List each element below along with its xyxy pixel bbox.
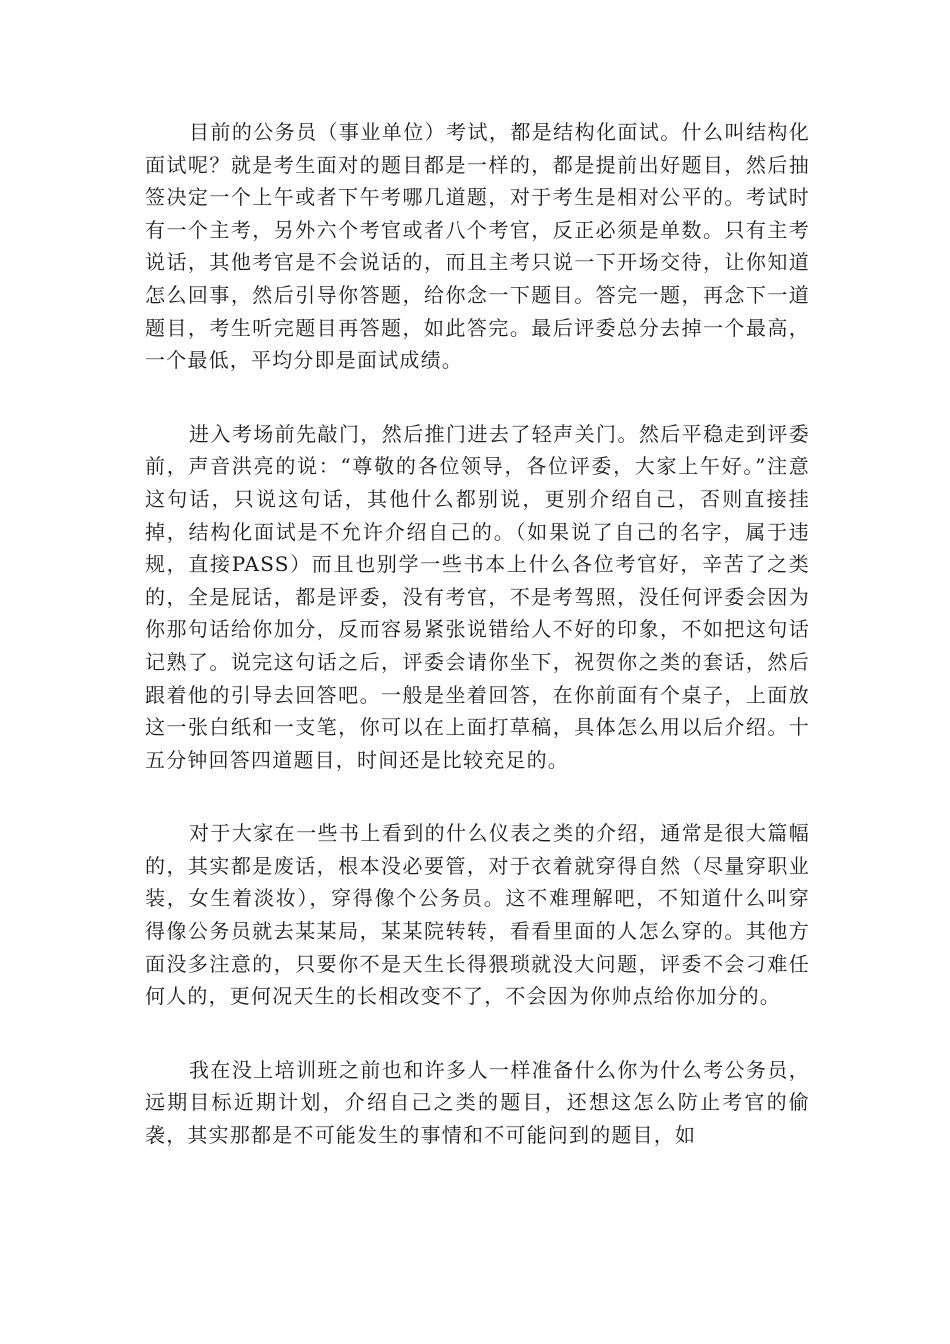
paragraph-1: 目前的公务员（事业单位）考试，都是结构化面试。什么叫结构化面试呢？就是考生面对的题目都是一样的，都是提前出好题目，然后抽签决定一个上午或者下午考哪几道题，对于考生是相对公平的。考试时有一个主考，另外六个考官或者八个考官，反正必须是单数。只有主考说话，其他考官是不会说话的，而且主考只说一下开场交待，让你知道怎么回事，然后引导你答题，给你念一下题目。答完一题，再念下一道题目，考生听完题目再答题，如此答完。最后评委总分去掉一个最高，一个最低，平均分即是面试成绩。 bbox=[145, 120, 810, 373]
paragraph-2: 进入考场前先敲门，然后推门进去了轻声关门。然后平稳走到评委前，声音洪亮的说：“尊敬的各位领导，各位评委，大家上午好。”注意这句话，只说这句话，其他什么都别说，更别介绍自己，否则直接挂掉，结构化面试是不允许介绍自己的。（如果说了自己的名字，属于违规，直接PASS）而且也别学一些书本上什么各位考官好，辛苦了之类的，全是屁话，都是评委，没有考官，不是考驾照，没任何评委会因为你那句话给你加分，反而容易紧张说错给人不好的印象，不如把这句话记熟了。说完这句话之后，评委会请你坐下，祝贺你之类的套话，然后跟着他的引导去回答吧。一般是坐着回答，在你前面有个桌子，上面放这一张白纸和一支笔，你可以在上面打草稿，具体怎么用以后介绍。十五分钟回答四道题目，时间还是比较充足的。 bbox=[145, 421, 810, 772]
document-body bbox=[145, 116, 810, 1193]
paragraph-3: 对于大家在一些书上看到的什么仪表之类的介绍，通常是很大篇幅的，其实都是废话，根本没必要管，对于衣着就穿得自然（尽量穿职业装，女生着淡妆），穿得像个公务员。这不难理解吧，不知道什么叫穿得像公务员就去某某局，某某院转转，看看里面的人怎么穿的。其他方面没多注意的，只要你不是天生长得猥琐就没大问题，评委不会刁难任何人的，更何况天生的长相改变不了，不会因为你帅点给你加分的。 bbox=[145, 821, 810, 1009]
paragraph-4: 我在没上培训班之前也和许多人一样准备什么你为什么考公务员，远期目标近期计划，介绍自己之类的题目，还想这怎么防止考官的偷袭，其实那都是不可能发生的事情和不可能问到的题目，如 bbox=[145, 1057, 810, 1148]
